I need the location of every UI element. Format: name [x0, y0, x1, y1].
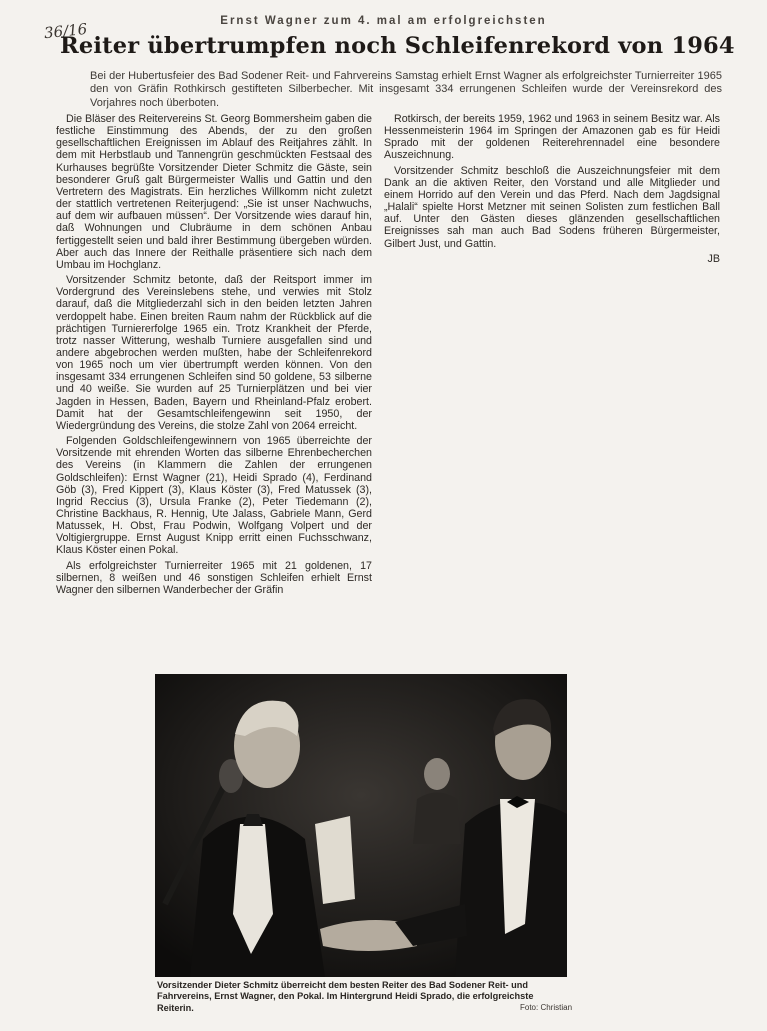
background-person-face: [424, 758, 450, 790]
photo-caption: Vorsitzender Dieter Schmitz überreicht dem besten Reiter des Bad Sodener Reit- und Fahrvereins, Ernst Wagner, den Pokal. Im Hintergrund Heidi Sprado, die erfolgreichste Reiterin.: [157, 980, 534, 1013]
body-column-left: [56, 113, 372, 599]
body-paragraph: Vorsitzender Schmitz beschloß die Auszeichnungsfeier mit dem Dank an die aktiven Reiter, den Vorstand und alle Mitglieder und einem Horrido auf den Verein und das Pferd. Nach dem Jagdsignal „Halali“ spielte Horst Metzner mit seinen Solisten zum festlichen Ball auf. Unter den Gästen dieses glänzenden gesellschaftlichen Ereignisses sah man auch Bad Sodens früheren Bürgermeister, Gilbert Just, und Gattin.: [384, 164, 720, 250]
photo-illustration: [155, 674, 567, 977]
body-paragraph: Als erfolgreichster Turnierreiter 1965 mit 21 goldenen, 17 silbernen, 8 weißen und 46 sonstigen Schleifen erhielt Ernst Wagner den silbernen Wanderbecher der Gräfin: [56, 559, 372, 596]
author-signature: JB: [707, 252, 720, 265]
body-column-right: [384, 113, 720, 265]
headline: Reiter übertrumpfen noch Schleifenrekord von 1964: [60, 33, 735, 59]
body-paragraph: Rotkirsch, der bereits 1959, 1962 und 1963 in seinem Besitz war. Als Hessenmeisterin 1964 im Springen der Amazonen gab es für Heidi Sprado mit der goldenen Reiterehrennadel eine besondere Auszeichnung.: [384, 113, 720, 162]
body-paragraph: Vorsitzender Schmitz betonte, daß der Reitsport immer im Vordergrund des Vereinslebens stehe, und verwies mit Stolz darauf, daß die Mitgliederzahl sich in den beiden letzten Jahren verdoppelt habe. Einen breiten Raum nahm der Rückblick auf die prächtigen Turniererfolge 1965 ein. Trotz Krankheit der Pferde, trotz nasser Witterung, weshalb Turniere ausgefallen sind und andere abgebrochen werden mußten, habe der Schleifenrekord von 1965 noch um vier übertrumpft werden können. Von den insgesamt 334 errungenen Schleifen sind 50 goldene, 53 silberne und 40 weiße. Sie wurden auf 25 Turnierplätzen und bei vier Jagden in Hessen, Baden, Bayern und Rheinland-Pfalz erobert. Damit hat der Gesamtschleifengewinn seit 1950, der Wiedergründung des Vereins, die stolze Zahl von 2064 erreicht.: [56, 274, 372, 432]
photo-credit: Foto: Christian: [520, 1003, 573, 1012]
body-paragraph: Die Bläser des Reitervereins St. Georg Bommersheim gaben die festliche Einstimmung des Abends, der zu den großen gesellschaftlichen Ereignissen im Ablauf des Reitjahres zählt. In dem mit Herbstlaub und Tannengrün geschmückten Festsaal des Kurhauses begrüßte Vorsitzender Dieter Schmitz die Gäste, sein besonderer Gruß galt Bürgermeister Wallis und Gattin und den Vertretern des Magistrats. Ein herzliches Willkomm nicht zuletzt der stattlich vertretenen Reiterjugend: „Sie ist unser Nachwuchs, auf dem wir aufbauen müssen“. Der Vorsitzende wies darauf hin, daß Wohnungen und Clubräume in dem schönen Anbau fertiggestellt seien und bald ihrer Bestimmung übergeben würden. Aber auch das Innere der Reithalle präsentiere sich nach dem Umbau im Hochglanz.: [56, 113, 372, 271]
handwritten-note: 36/16: [43, 19, 89, 43]
kicker-line: Ernst Wagner zum 4. mal am erfolgreichsten: [220, 15, 547, 27]
lead-paragraph: Bei der Hubertusfeier des Bad Sodener Reit- und Fahrvereins Samstag erhielt Ernst Wagner als erfolgreichster Turnierreiter 1965 den von Gräfin Rothkirsch gestifteten Silberbecher. Mit insgesamt 334 errungenen Schleifen wurde der Vereinsrekord des Vorjahres noch überboten.: [90, 70, 722, 109]
body-paragraph: Folgenden Goldschleifengewinnern von 1965 überreichte der Vorsitzende mit ehrenden Worten das silberne Ehrenbecherchen des Vereins (in Klammern die Zahlen der errungenen Goldschleifen): Ernst Wagner (21), Heidi Sprado (4), Ferdinand Göb (3), Fred Kippert (3), Klaus Köster (3), Fred Matussek (3), Ingrid Reccius (3), Ursula Franke (2), Peter Tiedemann (2), Christine Backhaus, R. Hennig, Ute Jalass, Gabriele Mann, Gerd Matussek, H. Obst, Frau Podwin, Wolfgang Volpert und der Voltigiergruppe. Ernst August Knipp erritt einen Fuchsschwanz, Klaus Köster einen Pokal.: [56, 435, 372, 557]
press-photo: [155, 674, 567, 977]
